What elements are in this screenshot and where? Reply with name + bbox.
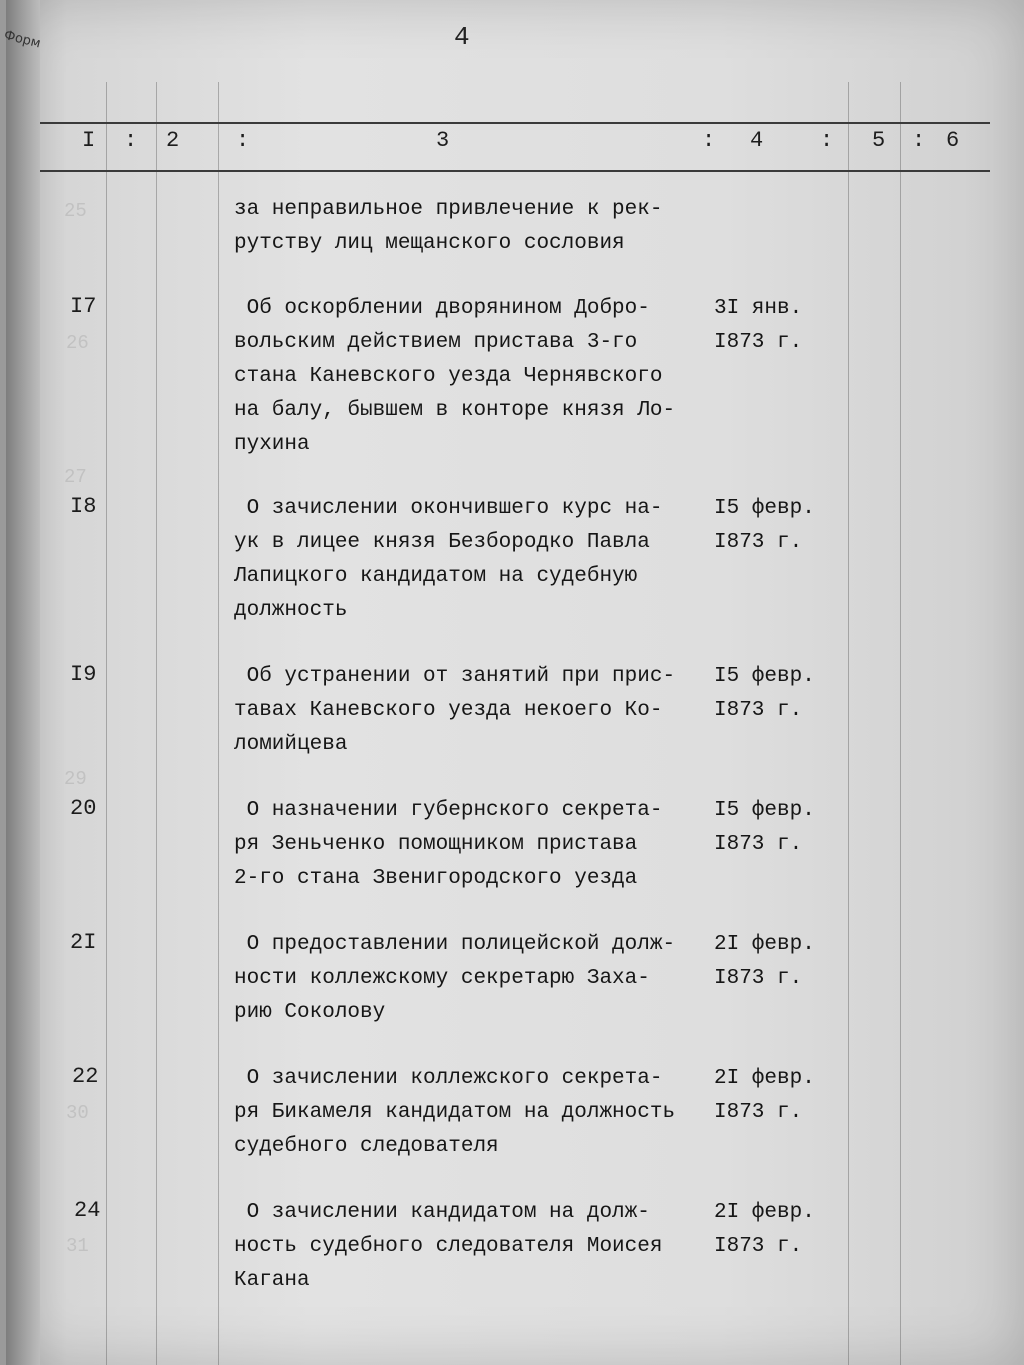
entry-date: I5 февр. I873 г.: [714, 799, 815, 856]
bleed-through-text: 29: [64, 768, 87, 790]
bleed-through-text: 27: [64, 466, 87, 488]
column-rule: [900, 82, 901, 1365]
entry-description: О зачислении окончившего курс на- ук в лицее князя Безбородко Павла Лапицкого кандидатом на судебную должность: [234, 497, 663, 622]
entry-description: О предоставлении полицейской долж- ности коллежскому секретарю Заха- рию Соколову: [234, 933, 676, 1024]
bleed-through-text: 30: [66, 1102, 89, 1124]
bleed-through-text: 26: [66, 332, 89, 354]
form-stamp: Форм: [2, 28, 43, 52]
entry-description: О зачислении кандидатом на долж- ность судебного следователя Моисея Кагана: [234, 1201, 663, 1292]
header-col-1: I: [82, 128, 96, 153]
bleed-through-text: 31: [66, 1235, 89, 1257]
entry-description: Об оскорблении дворянином Добро- вольским действием пристава 3-го стана Каневского уезда Чернявского на балу, бывшем в конторе князя Ло- пухина: [234, 297, 676, 456]
entry-description: О назначении губернского секрета- ря Зеньченко помощником пристава 2-го стана Звенигородского уезда: [234, 799, 663, 890]
header-sep: :: [236, 128, 250, 153]
column-rule: [848, 82, 849, 1365]
entry-date: 2I февр. I873 г.: [714, 1067, 815, 1124]
header-sep: :: [820, 128, 834, 153]
header-sep: :: [912, 128, 926, 153]
column-rule: [218, 82, 219, 1365]
entry-number: 2I: [70, 930, 97, 955]
entry-description: О зачислении коллежского секрета- ря Бикамеля кандидатом на должность судебного следователя: [234, 1067, 676, 1158]
column-rule: [106, 82, 107, 1365]
entry-number: I8: [70, 494, 97, 519]
entry-number: I7: [70, 294, 97, 319]
entry-date: I5 февр. I873 г.: [714, 497, 815, 554]
entry-date: 2I февр. I873 г.: [714, 933, 815, 990]
header-col-4: 4: [750, 128, 764, 153]
binding-edge: [6, 0, 40, 1365]
header-rule-bottom: [40, 170, 990, 172]
header-rule-top: [40, 122, 990, 124]
entry-number: 20: [70, 796, 97, 821]
header-col-3: 3: [436, 128, 450, 153]
entry-description: Об устранении от занятий при прис- тавах Каневского уезда некоего Ко- ломийцева: [234, 665, 676, 756]
header-sep: :: [124, 128, 138, 153]
entry-date: I5 февр. I873 г.: [714, 665, 815, 722]
entry-number: 22: [72, 1064, 99, 1089]
header-col-2: 2: [166, 128, 180, 153]
entry-date: 3I янв. I873 г.: [714, 297, 803, 354]
entry-number: I9: [70, 662, 97, 687]
entry-number: 24: [74, 1198, 101, 1223]
archive-page: [2, 0, 1024, 1365]
header-col-6: 6: [946, 128, 960, 153]
page-number: 4: [454, 22, 470, 52]
bleed-through-text: 25: [64, 200, 87, 222]
column-rule: [156, 82, 157, 1365]
header-sep: :: [702, 128, 716, 153]
entry-description: за неправильное привлечение к рек- рутству лиц мещанского сословия: [234, 198, 663, 255]
header-col-5: 5: [872, 128, 886, 153]
entry-date: 2I февр. I873 г.: [714, 1201, 815, 1258]
